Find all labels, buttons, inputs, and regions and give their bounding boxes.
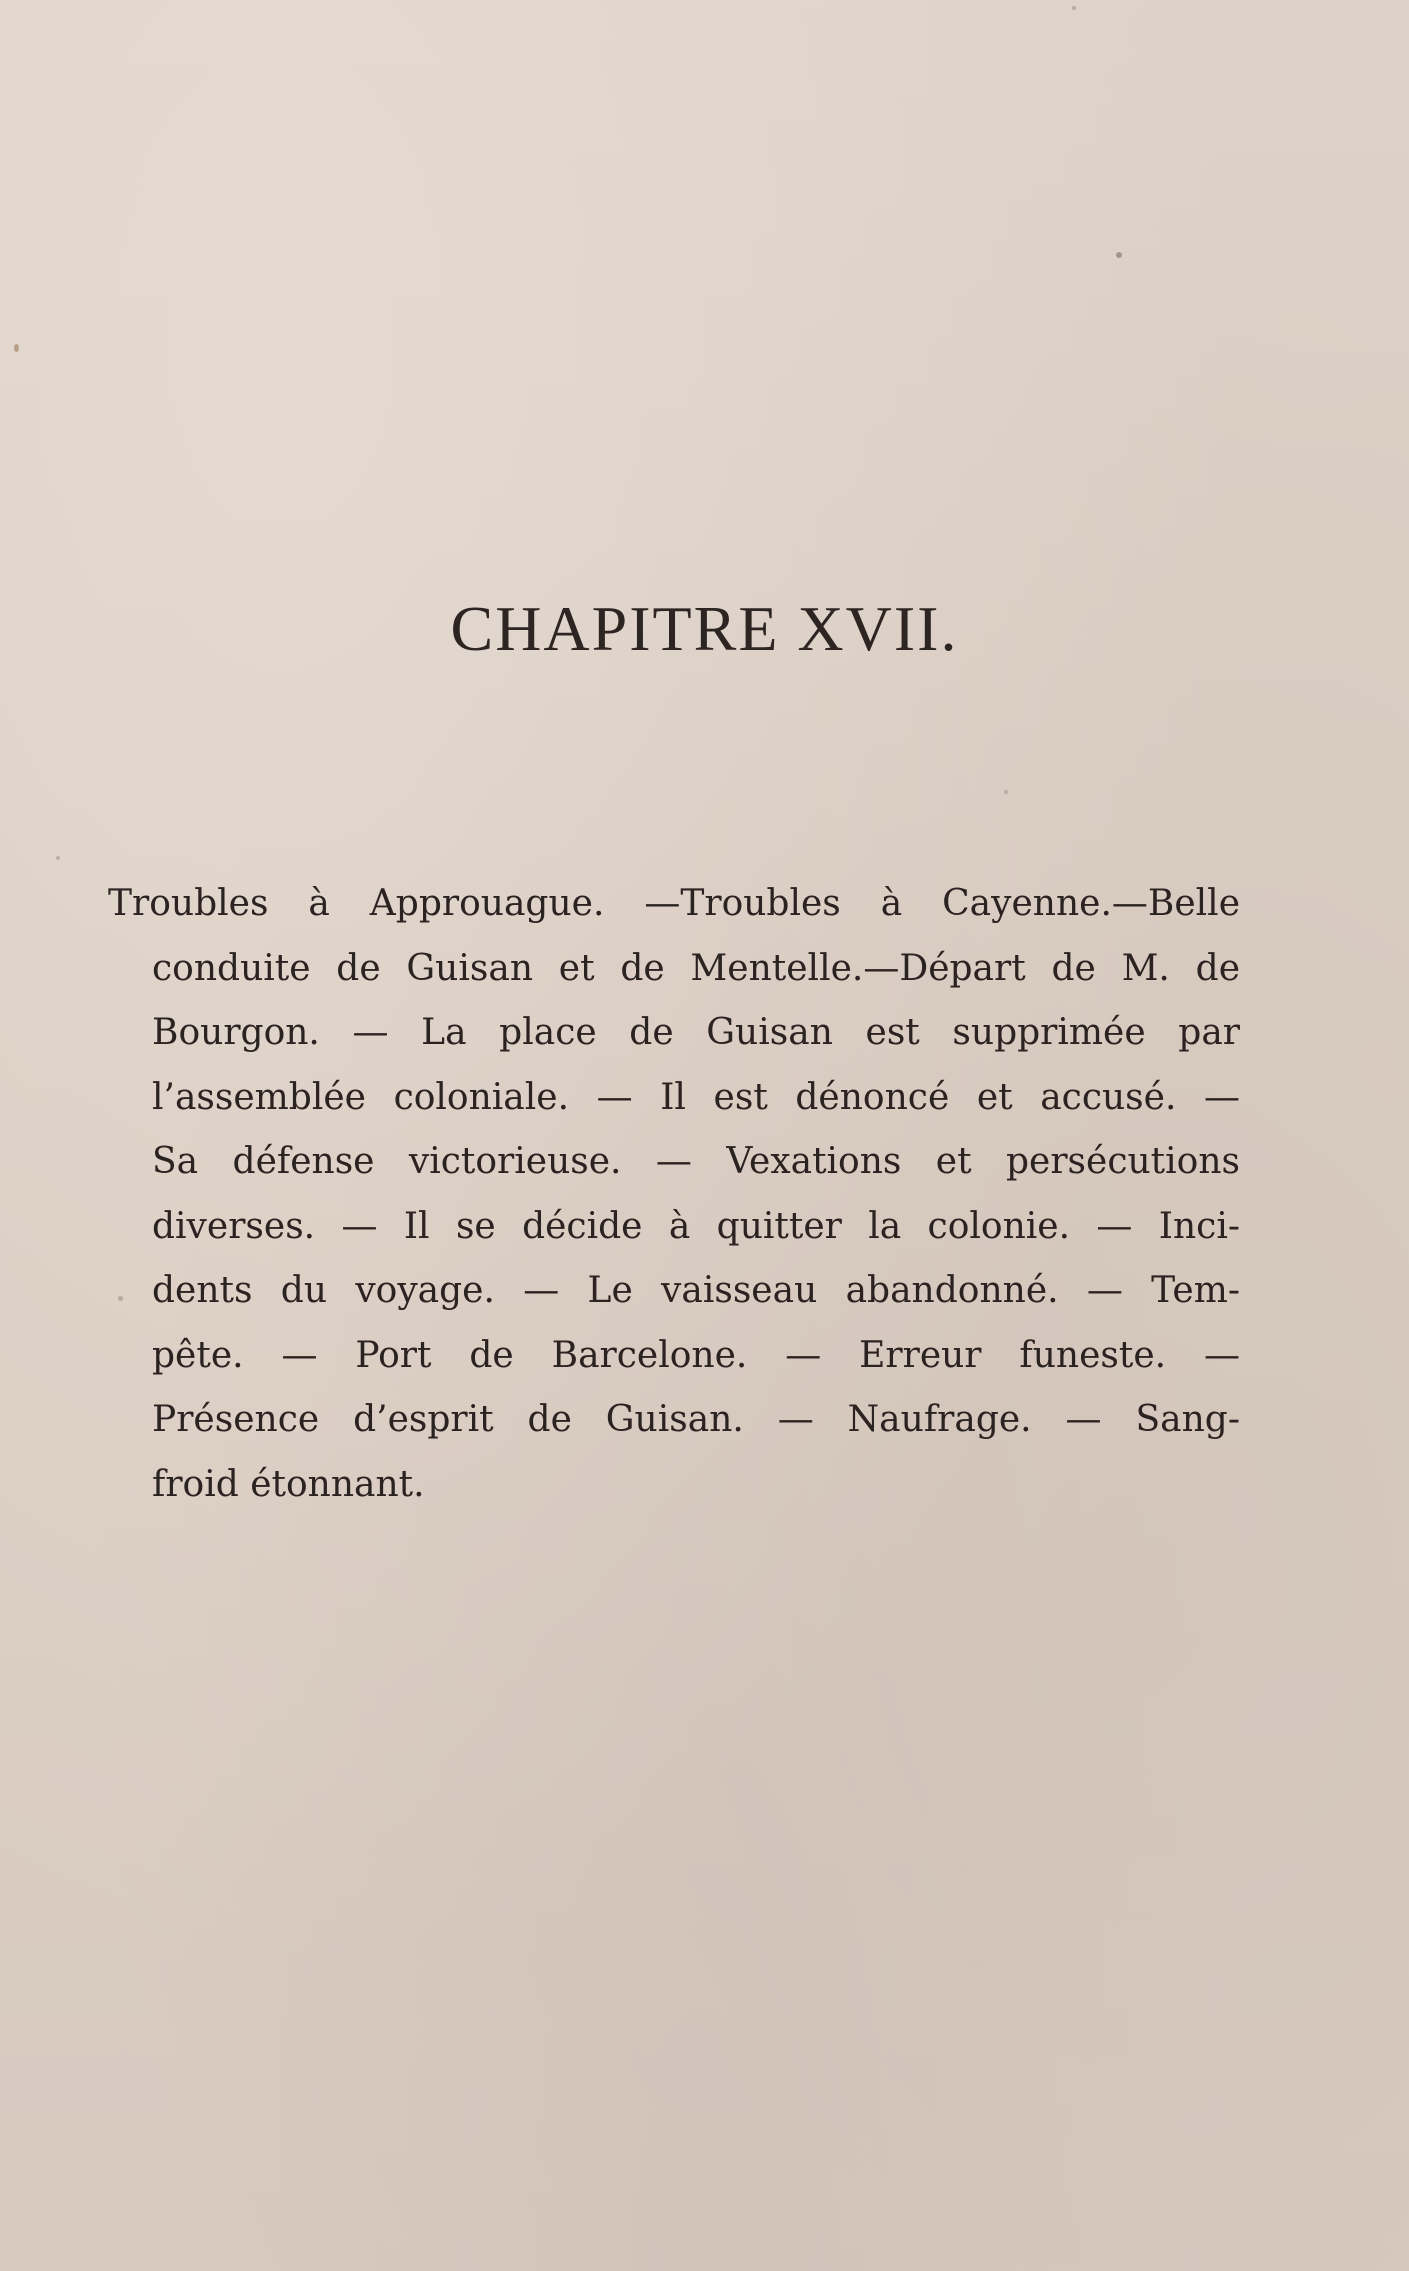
paper-speck [1116, 252, 1122, 258]
summary-line: Présence d’esprit de Guisan. — Naufrage. — Sang- [152, 1399, 1240, 1440]
summary-line: conduite de Guisan et de Mentelle.—Départ de M. de [152, 947, 1240, 989]
summary-line: Sa défense victorieuse. — Vexations et persécutions [152, 1141, 1240, 1182]
summary-line: dents du voyage. — Le vaisseau abandonné. — Tem- [152, 1270, 1240, 1311]
summary-line: froid étonnant. [152, 1463, 425, 1505]
summary-line: diverses. — Il se décide à quitter la colonie. — Inci- [152, 1205, 1240, 1247]
chapter-title: CHAPITRE XVII. [450, 593, 959, 664]
paper-speck [14, 344, 19, 352]
paper-speck [118, 1296, 123, 1301]
paper-speck [1004, 790, 1008, 794]
paper-speck [1072, 6, 1076, 10]
summary-line: pête. — Port de Barcelone. — Erreur funeste. — [152, 1334, 1240, 1376]
summary-line: l’assemblée coloniale. — Il est dénoncé et accusé. — [152, 1076, 1240, 1118]
chapter-summary [108, 872, 1240, 1517]
summary-line: Bourgon. — La place de Guisan est supprimée par [152, 1012, 1240, 1053]
paper-speck [56, 856, 60, 860]
summary-line: Troubles à Approuague. —Troubles à Cayenne.—Belle [108, 883, 1240, 924]
